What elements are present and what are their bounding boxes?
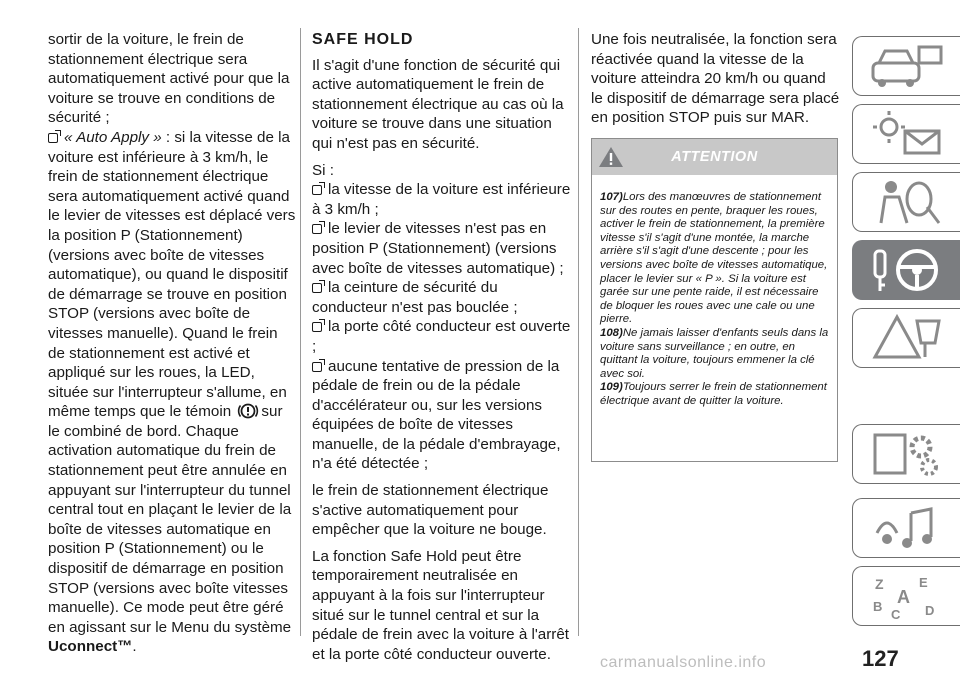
uconnect-label: Uconnect™ (48, 638, 133, 656)
column-3 (591, 30, 841, 128)
column-divider (578, 28, 579, 636)
column-2 (312, 30, 576, 664)
svg-text:B: B (872, 599, 882, 614)
car-dashboard-icon (867, 41, 947, 91)
paragraph-reactivation: Une fois neutralisée, la fonction sera réactivée quand la vitesse de la voiture atteindra 20 km/h ou quand le dispositif de démarrage sera placé en position STOP puis sur MAR. (591, 31, 840, 127)
maintenance-gears-icon (867, 429, 947, 479)
paragraph-neutralize: La fonction Safe Hold peut être temporairement neutralisée en appuyant à la fois sur l'interrupteur situé sur le tunnel central et sur la pédale de frein avec la voiture à l'arrêt et la porte côté conducteur ouverte. (312, 547, 570, 663)
attention-title: ATTENTION (671, 149, 758, 165)
si-label: Si : (312, 161, 334, 179)
condition-item (312, 219, 576, 278)
condition-text: la ceinture de sécurité du conducteur n'est pas bouclée ; (312, 279, 518, 316)
tab-warning-lights[interactable] (852, 104, 960, 164)
note-number: 107) (600, 191, 623, 203)
page-number: 127 (862, 646, 899, 671)
column-1 (48, 30, 298, 657)
note-item (600, 381, 831, 408)
condition-text: la porte côté conducteur est ouverte ; (312, 318, 571, 355)
auto-apply-text-cont: sur le combiné de bord. Chaque activation automatique du frein de stationnement peut être annulée en appuyant sur l'interrupteur du tunnel central tout en plaçant le levier de la boîte de vitesses automatique en position P (Stationnement) ou le dispositif de démarrage en position STOP (versions avec boîte vitesses manuelle). Ce mode peut être géré en agissant sur le Menu du système (48, 403, 292, 636)
steering-wheel-key-icon (867, 245, 947, 295)
paragraph-result: le frein de stationnement électrique s'active automatiquement pour empêcher que la voiture ne bouge. (312, 482, 549, 539)
condition-item (312, 317, 576, 356)
attention-box (591, 138, 838, 462)
svg-text:A: A (896, 587, 910, 607)
paragraph-intro: sortir de la voiture, le frein de stationnement électrique sera automatiquement activé pour que la voiture se trouve en conditions de sécurité ; (48, 31, 290, 127)
note-number: 109) (600, 381, 623, 394)
condition-item (312, 278, 576, 317)
tab-index[interactable] (852, 566, 960, 626)
note-item (600, 327, 831, 381)
note-item (600, 191, 831, 327)
tab-starting-driving[interactable] (852, 240, 960, 300)
auto-apply-label: « Auto Apply » (64, 128, 166, 146)
warning-lights-icon (867, 109, 947, 159)
auto-apply-text: : si la vitesse de la voiture est inférieure à 3 km/h, le frein de stationnement électrique sera automatiquement activé quand le levier de vitesses est déplacé vers la position P (Stationnement) (versions avec boîte de vitesses automatique), ou quand le dispositif de démarrage se trouve en position STOP (versions avec boîte de vitesses manuelle). Quand le frein de stationnement est activé et appliqué sur les roues, la LED, située sur l'interrupteur s'allume, en même temps que le témoin (48, 128, 296, 421)
attention-notes (592, 175, 837, 409)
svg-text:Z: Z (874, 576, 884, 592)
safety-airbag-icon (867, 177, 947, 227)
bullet-marker (312, 224, 322, 234)
bullet-marker (312, 322, 322, 332)
parking-brake-warning-icon (237, 402, 259, 420)
svg-text:E: E (918, 575, 928, 590)
watermark: carmanualsonline.info (600, 654, 767, 671)
condition-text: la vitesse de la voiture est inférieure à 3 km/h ; (312, 181, 571, 218)
warning-triangle-icon (598, 146, 624, 168)
svg-text:C: C (890, 607, 900, 621)
note-text: Ne jamais laisser d'enfants seuls dans la voiture sans surveillance ; en outre, en quittant la voiture, toujours emmener la clé avec soi. (600, 326, 829, 380)
condition-text: le levier de vitesses n'est pas en position P (Stationnement) (versions avec boîte de vitesses automatique) ; (312, 220, 564, 277)
tab-multimedia[interactable] (852, 498, 960, 558)
safe-hold-intro: Il s'agit d'une fonction de sécurité qui active automatiquement le frein de stationnement électrique au cas où la voiture se trouve dans une situation qui n'est pas en sécurité. (312, 56, 564, 152)
bullet-marker (312, 362, 322, 372)
note-number: 108) (600, 326, 623, 339)
condition-item (312, 357, 576, 475)
svg-text:D: D (924, 603, 934, 618)
tab-maintenance[interactable] (852, 424, 960, 484)
attention-header (592, 139, 837, 175)
condition-item (312, 180, 576, 219)
index-alphabet-icon (867, 571, 947, 621)
tab-dashboard[interactable] (852, 36, 960, 96)
bullet-marker (312, 185, 322, 195)
multimedia-icon (867, 503, 947, 553)
bullet-marker (312, 283, 322, 293)
bullet-marker (48, 133, 58, 143)
note-text: Lors des manœuvres de stationnement sur des routes en pente, braquer les roues, activer le frein de stationnement, la première vitesse s'il s'agit d'une montée, la marche arrière s'il s'agit d'une descente ; pour les versions avec boîte de vitesses automatique, placer le levier sur « P ». Si la voiture est garée sur une pente raide, il est nécessaire de bloquer les roues avec une cale ou une pierre. (600, 191, 828, 326)
note-text: Toujours serrer le frein de stationnement électrique avant de quitter la voiture. (600, 381, 827, 407)
road-emergency-icon (867, 313, 947, 363)
period: . (132, 638, 137, 656)
column-divider (300, 28, 301, 636)
tab-emergency[interactable] (852, 308, 960, 368)
condition-text: aucune tentative de pression de la pédale de frein ou de la pédale d'accélérateur ou, sur les versions équipées de boîte de vitesses manuelle, de la pédale d'embrayage, n'a été détectée ; (312, 357, 561, 473)
paragraph-auto-apply (48, 128, 298, 657)
tab-safety[interactable] (852, 172, 960, 232)
section-title: SAFE HOLD (312, 31, 414, 48)
